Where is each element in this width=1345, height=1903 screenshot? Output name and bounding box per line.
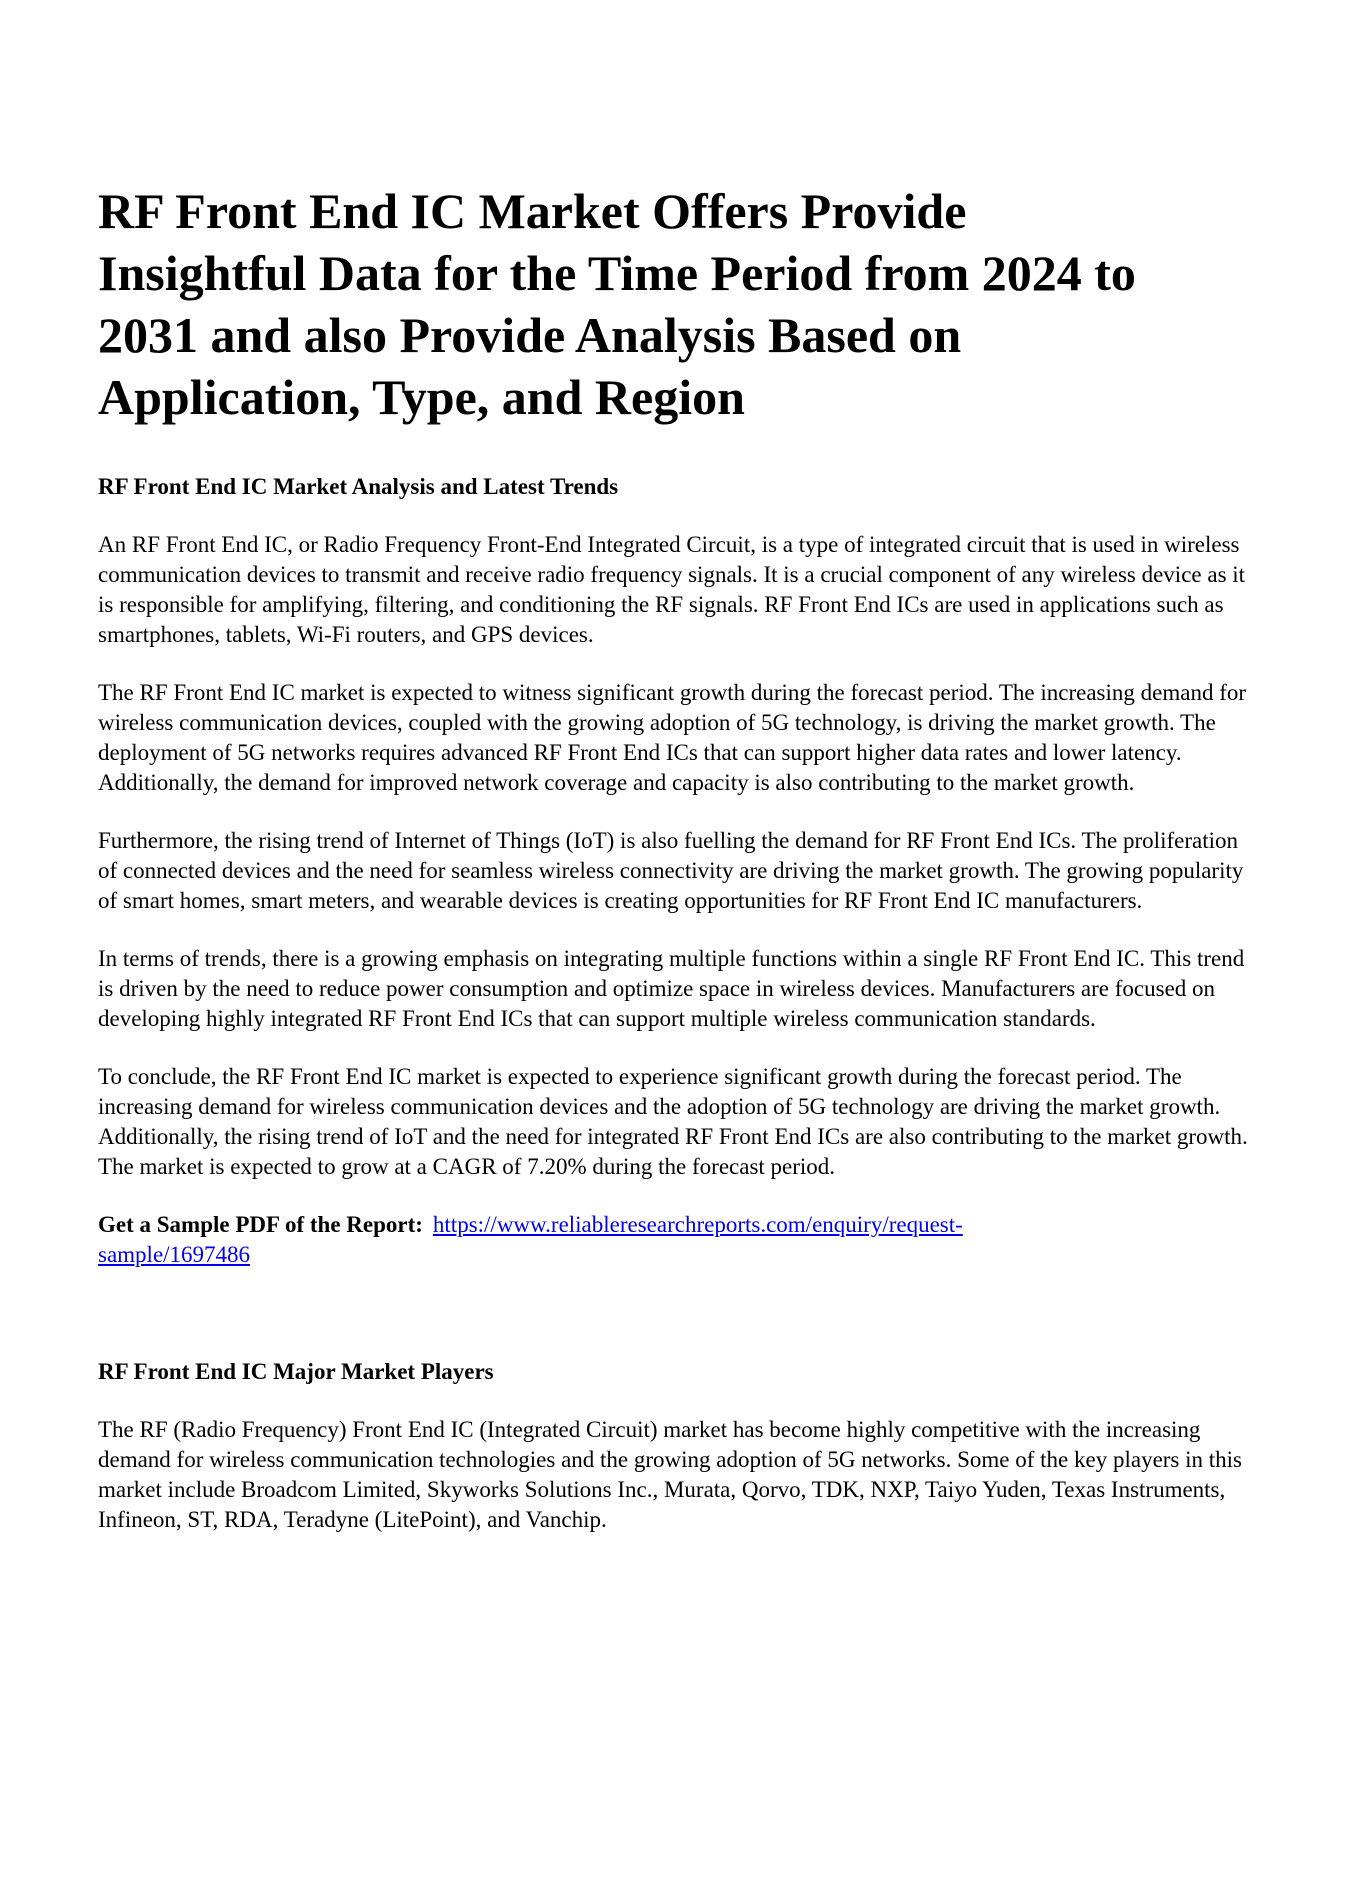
page-title (98, 180, 1249, 428)
paragraph-players: The RF (Radio Frequency) Front End IC (Integrated Circuit) market has become highly competitive with the increasing demand for wireless communication technologies and the growing adoption of 5G networks. Some of the key players in this market include Broadcom Limited, Skyworks Solutions Inc., Murata, Qorvo, TDK, NXP, Taiyo Yuden, Texas Instruments, Infineon, ST, RDA, Teradyne (LitePoint), and Vanchip. (98, 1417, 1243, 1532)
page-title-line-3: 2031 and also Provide Analysis Based on (98, 307, 962, 363)
section-heading-major-market-players: RF Front End IC Major Market Players (98, 1359, 494, 1384)
sample-report-url-line-1[interactable]: https://www.reliableresearchreports.com/enquiry/request- (432, 1212, 963, 1237)
paragraph-iot: Furthermore, the rising trend of Internet of Things (IoT) is also fuelling the demand for RF Front End ICs. The proliferation of connected devices and the need for seamless wireless connectivity are driving the market growth. The growing popularity of smart homes, smart meters, and wearable devices is creating opportunities for RF Front End IC manufacturers. (98, 828, 1244, 913)
paragraph-growth: The RF Front End IC market is expected to witness significant growth during the forecast period. The increasing demand for wireless communication devices, coupled with the growing adoption of 5G technology, is driving the market growth. The deployment of 5G networks requires advanced RF Front End ICs that can support higher data rates and lower latency. Additionally, the demand for improved network coverage and capacity is also contributing to the market growth. (98, 680, 1247, 795)
sample-report-label: Get a Sample PDF of the Report: (98, 1212, 423, 1237)
section-heading-market-analysis: RF Front End IC Market Analysis and Latest Trends (98, 474, 619, 499)
paragraph-trends: In terms of trends, there is a growing emphasis on integrating multiple functions within a single RF Front End IC. This trend is driven by the need to reduce power consumption and optimize space in wireless devices. Manufacturers are focused on developing highly integrated RF Front End ICs that can support multiple wireless communication standards. (98, 946, 1245, 1031)
page-title-line-4: Application, Type, and Region (98, 369, 745, 425)
paragraph-conclusion: To conclude, the RF Front End IC market is expected to experience significant growth during the forecast period. The increasing demand for wireless communication devices and the adoption of 5G technology are driving the market growth. Additionally, the rising trend of IoT and the need for integrated RF Front End ICs are also contributing to the market growth. The market is expected to grow at a CAGR of 7.20% during the forecast period. (98, 1064, 1248, 1179)
page-title-line-1: RF Front End IC Market Offers Provide (98, 183, 967, 239)
sample-report-line (98, 1210, 1249, 1270)
page-title-line-2: Insightful Data for the Time Period from 2024 to (98, 245, 1136, 301)
sample-report-url-line-2[interactable]: sample/1697486 (98, 1242, 251, 1267)
paragraph-intro: An RF Front End IC, or Radio Frequency Front-End Integrated Circuit, is a type of integrated circuit that is used in wireless communication devices to transmit and receive radio frequency signals. It is a crucial component of any wireless device as it is responsible for amplifying, filtering, and conditioning the RF signals. RF Front End ICs are used in applications such as smartphones, tablets, Wi-Fi routers, and GPS devices. (98, 532, 1246, 647)
